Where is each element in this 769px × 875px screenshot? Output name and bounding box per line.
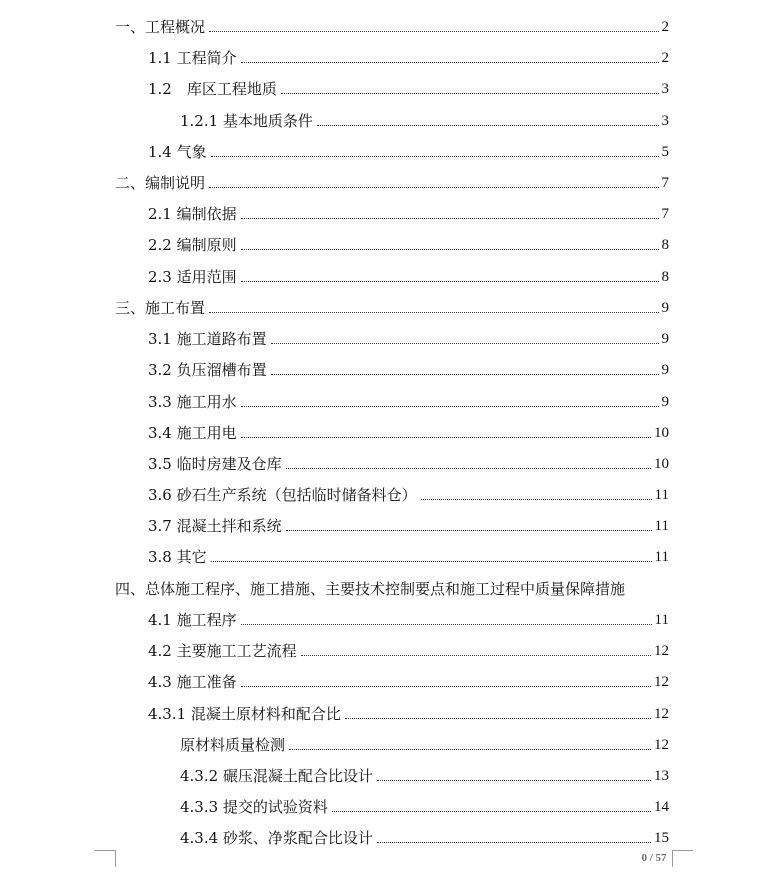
page-footer xyxy=(0,850,769,875)
margin-corner-mark-left xyxy=(95,850,116,867)
toc-dot-leader xyxy=(286,468,651,469)
toc-entry-title: 3.2 负压溜槽布置 xyxy=(148,361,267,379)
toc-dot-leader xyxy=(301,655,651,656)
toc-entry[interactable] xyxy=(148,482,669,504)
toc-entry-title: 3.5 临时房建及仓库 xyxy=(148,455,282,473)
toc-entry-title: 二、编制说明 xyxy=(115,174,206,192)
toc-entry-page: 11 xyxy=(654,549,669,565)
toc-entry[interactable] xyxy=(148,357,669,379)
toc-dot-leader xyxy=(317,125,659,126)
toc-dot-leader xyxy=(241,624,652,625)
toc-entry[interactable] xyxy=(148,264,669,286)
toc-entry[interactable] xyxy=(148,45,669,67)
toc-entry-title: 2.2 编制原则 xyxy=(148,236,237,254)
toc-entry-title: 三、施工布置 xyxy=(115,299,206,317)
toc-entry-page: 12 xyxy=(654,674,669,690)
toc-dot-leader xyxy=(377,842,651,843)
toc-dot-leader xyxy=(241,218,659,219)
toc-entry-title: 四、总体施工程序、施工措施、主要技术控制要点和施工过程中质量保障措施 xyxy=(115,580,626,598)
toc-entry-page: 11 xyxy=(654,487,669,503)
toc-dot-leader xyxy=(241,249,659,250)
toc-entry[interactable] xyxy=(148,669,669,691)
toc-entry[interactable] xyxy=(180,825,669,847)
toc-entry-title: 1.2.1 基本地质条件 xyxy=(180,112,313,130)
toc-entry-title: 3.7 混凝土拌和系统 xyxy=(148,517,282,535)
toc-entry-title: 2.1 编制依据 xyxy=(148,205,237,223)
toc-entry-page: 7 xyxy=(661,206,669,222)
toc-entry-page: 9 xyxy=(661,331,669,347)
toc-entry[interactable] xyxy=(148,451,669,473)
toc-dot-leader xyxy=(209,31,658,32)
toc-entry[interactable] xyxy=(148,139,669,161)
toc-entry-page: 3 xyxy=(661,81,669,97)
toc-entry[interactable] xyxy=(115,295,669,317)
toc-entry[interactable] xyxy=(148,201,669,223)
toc-entry-title: 1.1 工程简介 xyxy=(148,49,237,67)
toc-entry[interactable] xyxy=(180,794,669,816)
toc-entry-page: 10 xyxy=(654,425,669,441)
toc-entry[interactable] xyxy=(115,576,669,598)
toc-dot-leader xyxy=(332,811,651,812)
toc-entry-title: 4.3.3 提交的试验资料 xyxy=(180,798,328,816)
toc-entry[interactable] xyxy=(148,389,669,411)
toc-entry-page: 9 xyxy=(661,394,669,410)
toc-dot-leader xyxy=(281,93,659,94)
toc-entry-page: 3 xyxy=(661,113,669,129)
toc-entry-page: 8 xyxy=(661,269,669,285)
toc-entry-title: 1.2 库区工程地质 xyxy=(148,80,277,98)
toc-entry[interactable] xyxy=(180,732,669,754)
toc-dot-leader xyxy=(209,312,658,313)
toc-entry-title: 4.3 施工准备 xyxy=(148,673,237,691)
toc-entry-title: 3.4 施工用电 xyxy=(148,424,237,442)
toc-entry-page: 9 xyxy=(661,362,669,378)
toc-entry[interactable] xyxy=(148,638,669,660)
toc-entry-title: 4.1 施工程序 xyxy=(148,611,237,629)
toc-dot-leader xyxy=(241,62,659,63)
toc-entry-title: 4.3.2 碾压混凝土配合比设计 xyxy=(180,767,373,785)
toc-entry-page: 13 xyxy=(654,768,669,784)
toc-dot-leader xyxy=(241,686,651,687)
margin-corner-mark-right xyxy=(672,850,693,867)
toc-entry-page: 8 xyxy=(661,237,669,253)
toc-entry-title: 4.3.1 混凝土原材料和配合比 xyxy=(148,705,341,723)
toc-entry-title: 一、工程概况 xyxy=(115,18,206,36)
toc-entry-title: 4.2 主要施工工艺流程 xyxy=(148,642,297,660)
toc-entry[interactable] xyxy=(180,763,669,785)
toc-dot-leader xyxy=(241,437,651,438)
toc-entry-title: 3.6 砂石生产系统（包括临时储备料仓） xyxy=(148,486,417,504)
toc-entry[interactable] xyxy=(148,420,669,442)
toc-entry-title: 原材料质量检测 xyxy=(180,736,286,754)
toc-entry-title: 3.3 施工用水 xyxy=(148,393,237,411)
toc-dot-leader xyxy=(271,343,659,344)
toc-entry[interactable] xyxy=(148,544,669,566)
toc-entry[interactable] xyxy=(148,607,669,629)
toc-entry[interactable] xyxy=(115,170,669,192)
toc-entry-page: 14 xyxy=(654,799,669,815)
toc-entry[interactable] xyxy=(148,76,669,98)
toc-dot-leader xyxy=(241,406,659,407)
page-indicator: 0 / 57 xyxy=(641,852,667,864)
toc-entry-page: 2 xyxy=(661,19,669,35)
toc-dot-leader xyxy=(271,374,659,375)
toc-dot-leader xyxy=(209,187,658,188)
toc-dot-leader xyxy=(289,749,651,750)
toc-dot-leader xyxy=(211,561,652,562)
toc-entry[interactable] xyxy=(115,14,669,36)
toc-entry-page: 9 xyxy=(661,300,669,316)
toc-entry[interactable] xyxy=(180,108,669,130)
toc-entry-page: 12 xyxy=(654,643,669,659)
toc-entry[interactable] xyxy=(148,326,669,348)
toc-entry[interactable] xyxy=(148,701,669,723)
toc-dot-leader xyxy=(421,499,652,500)
toc-entry-page: 12 xyxy=(654,737,669,753)
toc-dot-leader xyxy=(377,780,651,781)
toc-entry-page: 10 xyxy=(654,456,669,472)
toc-entry[interactable] xyxy=(148,513,669,535)
toc-entry-page: 12 xyxy=(654,706,669,722)
toc-dot-leader xyxy=(241,281,659,282)
toc-entry-title: 3.1 施工道路布置 xyxy=(148,330,267,348)
toc-dot-leader xyxy=(211,156,659,157)
toc-entry-title: 1.4 气象 xyxy=(148,143,207,161)
toc-entry-page: 7 xyxy=(661,175,669,191)
toc-dot-leader xyxy=(345,718,651,719)
toc-entry-title: 3.8 其它 xyxy=(148,548,207,566)
toc-entry-page: 5 xyxy=(661,144,669,160)
toc-entry-page: 11 xyxy=(654,518,669,534)
toc-entry-title: 2.3 适用范围 xyxy=(148,268,237,286)
toc-entry-title: 4.3.4 砂浆、净浆配合比设计 xyxy=(180,829,373,847)
toc-entry-page: 2 xyxy=(661,50,669,66)
toc-dot-leader xyxy=(286,530,652,531)
toc-entry-page: 11 xyxy=(654,612,669,628)
toc-entry[interactable] xyxy=(148,232,669,254)
toc-entry-page: 15 xyxy=(654,830,669,846)
